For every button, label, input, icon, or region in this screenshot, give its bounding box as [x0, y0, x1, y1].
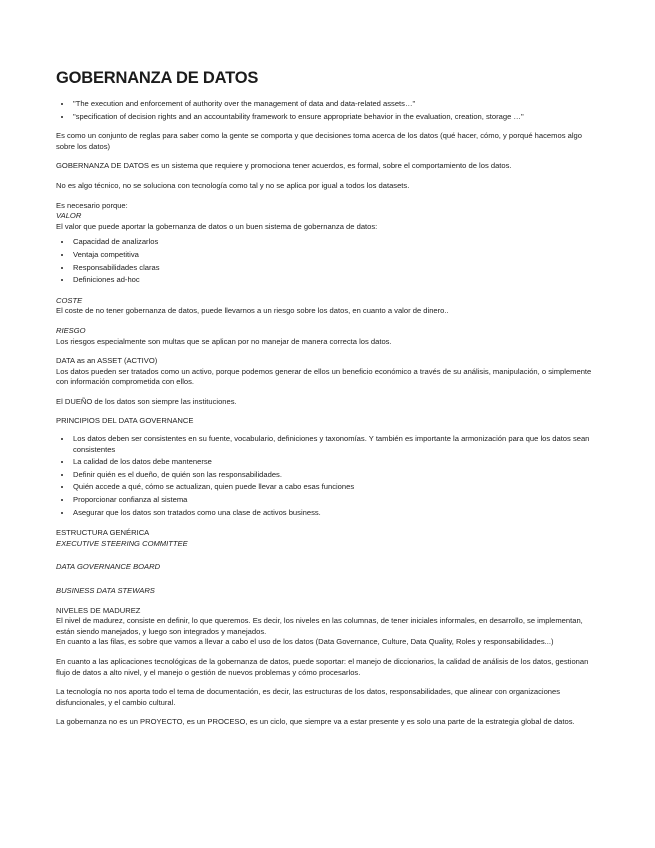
page-title: GOBERNANZA DE DATOS — [56, 69, 259, 87]
valor-item: • Capacidad de analizarlos — [72, 237, 595, 248]
necesario-intro: Es necesario porque: — [56, 200, 128, 210]
valor-heading: VALOR — [56, 211, 82, 221]
riesgo-heading: RIESGO — [56, 325, 86, 335]
valor-item: • Responsabilidades claras — [72, 263, 595, 274]
estructura-item-executive: EXECUTIVE STEERING COMMITTEE — [56, 538, 188, 548]
estructura-heading: ESTRUCTURA GENÉRICA — [56, 528, 150, 538]
valor-item: • Ventaja competitiva — [72, 250, 595, 261]
quote-item: • "specification of decision rights and an accountability framework to ensure appropriate behavior in the evaluation, creation, storage …" — [72, 112, 595, 123]
principio-item: • Asegurar que los datos son tratados como una clase de activos business. — [72, 508, 595, 519]
paragraph-proceso: La gobernanza no es un PROYECTO, es un PROCESO, es un ciclo, que siempre va a estar presente y es solo una parte de la estrategia global de datos. — [56, 717, 575, 727]
paragraph-definition: GOBERNANZA DE DATOS es un sistema que requiere y promociona tener acuerdos, es formal, sobre el comportamiento de los datos. — [56, 161, 512, 171]
valor-item: • Definiciones ad-hoc — [72, 275, 595, 286]
principio-item: • Quién accede a qué, cómo se actualizan, quien puede llevar a cabo esas funciones — [72, 482, 595, 493]
section-asset — [56, 356, 595, 388]
section-riesgo — [56, 326, 595, 347]
madurez-text-1: El nivel de madurez, consiste en definir, lo que queremos. Es decir, los niveles en las columnas, de tener iniciales informales, en desarrollo, se implementan, están siendo manejados, y luego son integrados y manejados. — [56, 616, 583, 636]
principio-item: • Los datos deben ser consistentes en su fuente, vocabulario, definiciones y taxonomías. Y también es importante la armonización para que los datos sean consistentes — [72, 434, 595, 455]
section-estructura — [56, 528, 595, 596]
principio-item: • Definir quién es el dueño, de quién son las responsabilidades. — [72, 470, 595, 481]
principios-list — [56, 434, 595, 518]
asset-heading: DATA as an ASSET (ACTIVO) — [56, 356, 158, 366]
valor-text: El valor que puede aportar la gobernanza de datos o un buen sistema de gobernanza de datos: — [56, 221, 378, 231]
estructura-item-board: DATA GOVERNANCE BOARD — [56, 562, 161, 572]
asset-text: Los datos pueden ser tratados como un activo, porque podemos generar de ellos un beneficio económico a través de su análisis, manipulación, o simplemente con información comprometida con ellos. — [56, 366, 592, 387]
madurez-heading: NIVELES DE MADUREZ — [56, 605, 141, 615]
paragraph-aplicaciones: En cuanto a las aplicaciones tecnológicas de la gobernanza de datos, puede soportar: el manejo de diccionarios, la calidad de análisis de los datos, gestionan flujo de datos a alto nivel, y el manejo o gestión de nuevos problemas y cómo procesarlos. — [56, 656, 589, 677]
riesgo-text: Los riesgos especialmente son multas que se aplican por no manejar de manera correcta los datos. — [56, 336, 392, 346]
principio-item: • La calidad de los datos debe mantenerse — [72, 457, 595, 468]
quote-item: • "The execution and enforcement of authority over the management of data and data-related assets…" — [72, 99, 595, 110]
paragraph-tecnologia: La tecnología no nos aporta todo el tema de documentación, es decir, las estructuras de los datos, responsabilidades, que alinear con organizaciones disfuncionales, y el cambio cultural. — [56, 687, 561, 707]
definition-quotes-list — [56, 99, 595, 122]
valor-list — [56, 237, 595, 285]
principio-item: • Proporcionar confianza al sistema — [72, 495, 595, 506]
estructura-item-stewards: BUSINESS DATA STEWARS — [56, 586, 155, 595]
paragraph-not-technical: No es algo técnico, no se soluciona con tecnología como tal y no se aplica por igual a todos los datasets. — [56, 180, 410, 190]
principios-heading: PRINCIPIOS DEL DATA GOVERNANCE — [56, 416, 194, 426]
madurez-text-2: En cuanto a las filas, es sobre que vamos a llevar a cabo el uso de los datos (Data Governance, Culture, Data Quality, Roles y responsabilidades...) — [56, 637, 554, 647]
section-necesario — [56, 201, 595, 233]
section-coste — [56, 296, 595, 317]
coste-heading: COSTE — [56, 295, 83, 305]
paragraph-dueno: El DUEÑO de los datos son siempre las instituciones. — [56, 396, 237, 406]
paragraph-intro: Es como un conjunto de reglas para saber como la gente se comporta y que decisiones toma acerca de los datos (qué hacer, cómo, y porqué hacemos algo sobre los datos) — [56, 131, 582, 151]
section-madurez — [56, 606, 595, 648]
coste-text: El coste de no tener gobernanza de datos, puede llevarnos a un riesgo sobre los datos, en cuanto a valor de dinero.. — [56, 306, 449, 316]
